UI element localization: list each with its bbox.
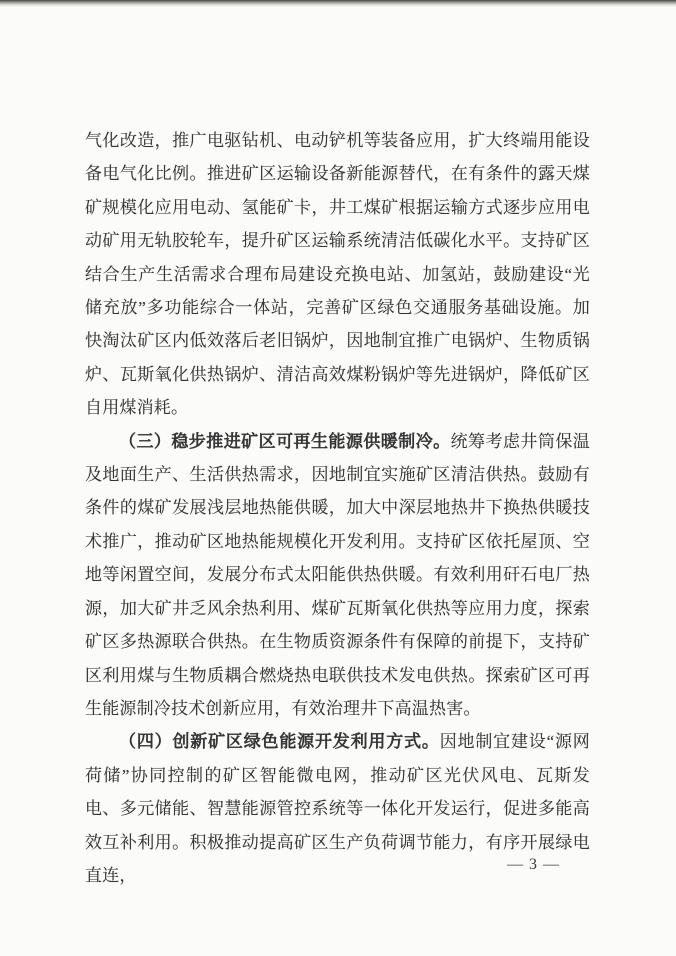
- section-paragraph-3: [85, 425, 590, 726]
- section-heading-4: （四）创新矿区绿色能源开发利用方式。: [119, 732, 440, 752]
- body-paragraph-continuation: [85, 124, 590, 425]
- paragraph-text: 气化改造，推广电驱钻机、电动铲机等装备应用，扩大终端用能设备电气化比例。推进矿区运输设备新能源替代，在有条件的露天煤矿规模化应用电动、氢能矿卡，井工煤矿根据运输方式逐步应用电动矿用无轨胶轮车，提升矿区运输系统清洁低碳化水平。支持矿区结合生产生活需求合理布局建设充换电站、加氢站，鼓励建设“光储充放”多功能综合一体站，完善矿区绿色交通服务基础设施。加快淘汰矿区内低效落后老旧锅炉，因地制宜推广电锅炉、生物质锅炉、瓦斯氧化供热锅炉、清洁高效煤粉锅炉等先进锅炉，降低矿区自用煤消耗。: [85, 131, 590, 418]
- scan-edge: [0, 0, 676, 7]
- document-body: [85, 124, 590, 892]
- section-heading-3: （三）稳步推进矿区可再生能源供暖制冷。: [119, 431, 451, 451]
- page-number: — 3 —: [507, 856, 560, 873]
- paragraph-text: 因地制宜建设“源网荷储”协同控制的矿区智能微电网，推动矿区光伏风电、瓦斯发电、多元储能、智慧能源管控系统等一体化开发运行，促进多能高效互补利用。积极推动提高矿区生产负荷调节能力，有序开展绿电直连，: [85, 732, 590, 885]
- paragraph-text: 统筹考虑井筒保温及地面生产、生活供热需求，因地制宜实施矿区清洁供热。鼓励有条件的煤矿发展浅层地热能供暖，加大中深层地热井下换热供暖技术推广，推动矿区地热能规模化开发利用。支持矿区依托屋顶、空地等闲置空间，发展分布式太阳能供热供暖。有效利用矸石电厂热源，加大矿井乏风余热利用、煤矿瓦斯氧化供热等应用力度，探索矿区多热源联合供热。在生物质资源条件有保障的前提下，支持矿区利用煤与生物质耦合燃烧热电联供技术发电供热。探索矿区可再生能源制冷技术创新应用，有效治理井下高温热害。: [85, 431, 590, 718]
